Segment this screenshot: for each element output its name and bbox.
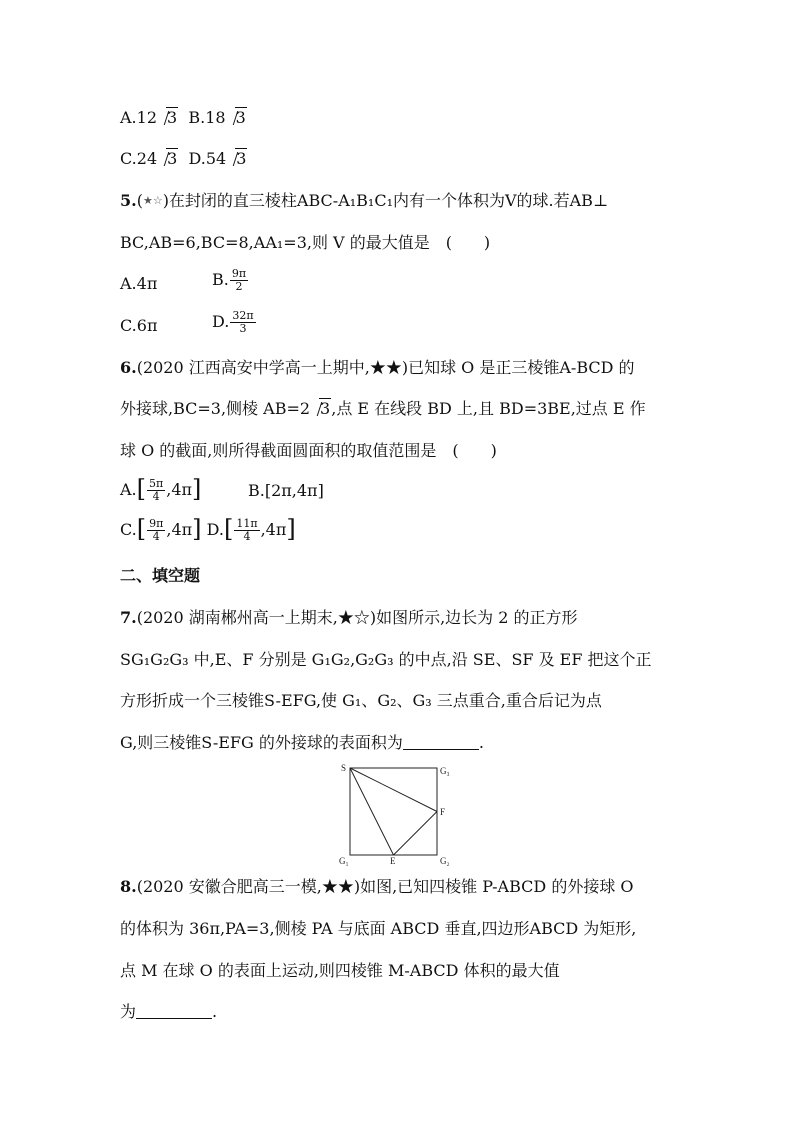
q6-line2	[120, 398, 646, 420]
q4-a-radicand: 3	[167, 108, 178, 127]
q6-a-frac	[147, 478, 165, 503]
label-F: F	[440, 807, 446, 817]
q6-d-frac	[234, 518, 259, 543]
q7-text1: (2020 湖南郴州高一上期末,★☆)如图所示,边长为 2 的正方形	[136, 608, 578, 627]
q6-sqrt	[310, 398, 331, 420]
label-G1: G₁	[339, 856, 349, 866]
q6-c-frac	[147, 518, 165, 543]
q6-d-prefix: D.	[206, 520, 224, 539]
q7-answer-blank[interactable]	[403, 735, 479, 750]
square-outline	[350, 768, 437, 855]
q5-text1: )在封闭的直三棱柱ABC-A₁B₁C₁内有一个体积为V的球.若AB⊥	[162, 191, 608, 210]
q6-line3: 球 O 的截面,则所得截面圆面积的取值范围是 ( )	[120, 441, 497, 460]
q7-period: .	[478, 733, 484, 752]
q6-text2-post: ,点 E 在线段 BD 上,且 BD=3BE,过点 E 作	[331, 399, 646, 418]
q8-answer-blank[interactable]	[136, 1004, 212, 1019]
q4-c-sqrt	[157, 148, 178, 170]
q4-b-prefix: B.18	[188, 108, 226, 127]
q4-c-radicand: 3	[167, 149, 178, 168]
q6-number: 6.	[120, 358, 137, 377]
q6-c-num: 9π	[149, 517, 164, 530]
q5-line1	[120, 190, 608, 212]
q4-b-radicand: 3	[235, 108, 246, 127]
q6-a-post: ,4π	[166, 480, 193, 499]
q7-text4: G,则三棱锥S-EFG 的外接球的表面积为	[120, 733, 403, 752]
q7-square-figure	[335, 760, 460, 868]
q5-b-prefix: B.	[212, 270, 229, 289]
q6-a-den: 4	[152, 490, 160, 503]
q7-line1	[120, 607, 578, 629]
q4-d-radicand: 3	[236, 149, 247, 168]
q6-d-num: 11π	[236, 517, 258, 530]
label-G2: G₂	[440, 856, 450, 866]
section-heading-fill-blank: 二、填空题	[120, 566, 201, 585]
q5-d-num: 32π	[232, 309, 254, 322]
q5-option-b	[212, 268, 249, 293]
q4-a-sqrt	[157, 107, 178, 129]
q6-a-num: 5π	[149, 477, 164, 490]
q8-line4	[120, 1001, 217, 1023]
difficulty-star-icon: ★☆	[142, 194, 163, 207]
q7-number: 7.	[120, 608, 137, 627]
q5-d-prefix: D.	[212, 312, 230, 331]
q4-options-ab	[120, 107, 247, 129]
q6-radicand: 3	[320, 399, 331, 418]
q5-number: 5.	[120, 191, 137, 210]
q6-option-a	[120, 475, 202, 503]
q5-option-c: C.6π	[120, 316, 158, 335]
label-E: E	[390, 856, 396, 866]
right-bracket: ]	[192, 515, 202, 543]
q7-line4	[120, 732, 484, 754]
q8-text4: 为	[120, 1002, 137, 1021]
q6-text2-pre: 外接球,BC=3,侧棱 AB=2	[120, 399, 311, 418]
q5-b-num: 9π	[231, 267, 247, 280]
q8-period: .	[212, 1002, 218, 1021]
q8-line1	[120, 876, 634, 898]
q6-c-post: ,4π	[166, 520, 193, 539]
q6-text1: (2020 江西高安中学高一上期中,★★)已知球 O 是正三棱锥A-BCD 的	[136, 358, 635, 377]
q4-a-prefix: A.12	[120, 108, 157, 127]
q4-d-sqrt	[226, 148, 247, 170]
q8-line3: 点 M 在球 O 的表面上运动,则四棱锥 M-ABCD 体积的最大值	[120, 961, 560, 980]
q4-d-prefix: D.54	[188, 149, 227, 168]
q4-options-cd	[120, 148, 247, 170]
q5-open-paren: (	[136, 191, 143, 210]
label-G3: G₃	[440, 766, 450, 776]
q4-b-sqrt	[226, 107, 247, 129]
q6-c-den: 4	[152, 530, 160, 543]
q8-line2: 的体积为 36π,PA=3,侧棱 PA 与底面 ABCD 垂直,四边形ABCD 为矩形,	[120, 919, 637, 938]
q6-line1	[120, 357, 635, 379]
segment-SE	[350, 768, 394, 855]
q6-d-den: 4	[243, 530, 251, 543]
segment-EF	[394, 812, 438, 856]
label-S: S	[341, 763, 347, 773]
q5-b-frac	[230, 268, 248, 293]
q5-b-den: 2	[235, 280, 243, 293]
q7-line2: SG₁G₂G₃ 中,E、F 分别是 G₁G₂,G₂G₃ 的中点,沿 SE、SF 及 EF 把这个正	[120, 650, 652, 669]
left-bracket: [	[136, 475, 147, 503]
left-bracket: [	[223, 515, 234, 543]
q4-c-prefix: C.24	[120, 149, 158, 168]
right-bracket: ]	[192, 475, 202, 503]
segment-SF	[350, 768, 437, 812]
q6-c-prefix: C.	[120, 520, 137, 539]
q5-option-a: A.4π	[120, 274, 158, 293]
q6-option-b: B.[2π,4π]	[248, 481, 324, 500]
q5-option-d	[212, 310, 257, 335]
q7-line3: 方形折成一个三棱锥S-EFG,使 G₁、G₂、G₃ 三点重合,重合后记为点	[120, 691, 602, 710]
left-bracket: [	[136, 515, 147, 543]
q6-a-prefix: A.	[120, 480, 137, 499]
q8-number: 8.	[120, 877, 137, 896]
q5-line2: BC,AB=6,BC=8,AA₁=3,则 V 的最大值是 ( )	[120, 233, 491, 252]
q6-option-cd	[120, 515, 296, 543]
right-bracket: ]	[286, 515, 296, 543]
q5-d-frac	[230, 310, 255, 335]
q6-d-post: ,4π	[260, 520, 287, 539]
q8-text1: (2020 安徽合肥高三一模,★★)如图,已知四棱锥 P-ABCD 的外接球 O	[136, 877, 634, 896]
q5-d-den: 3	[239, 322, 247, 335]
